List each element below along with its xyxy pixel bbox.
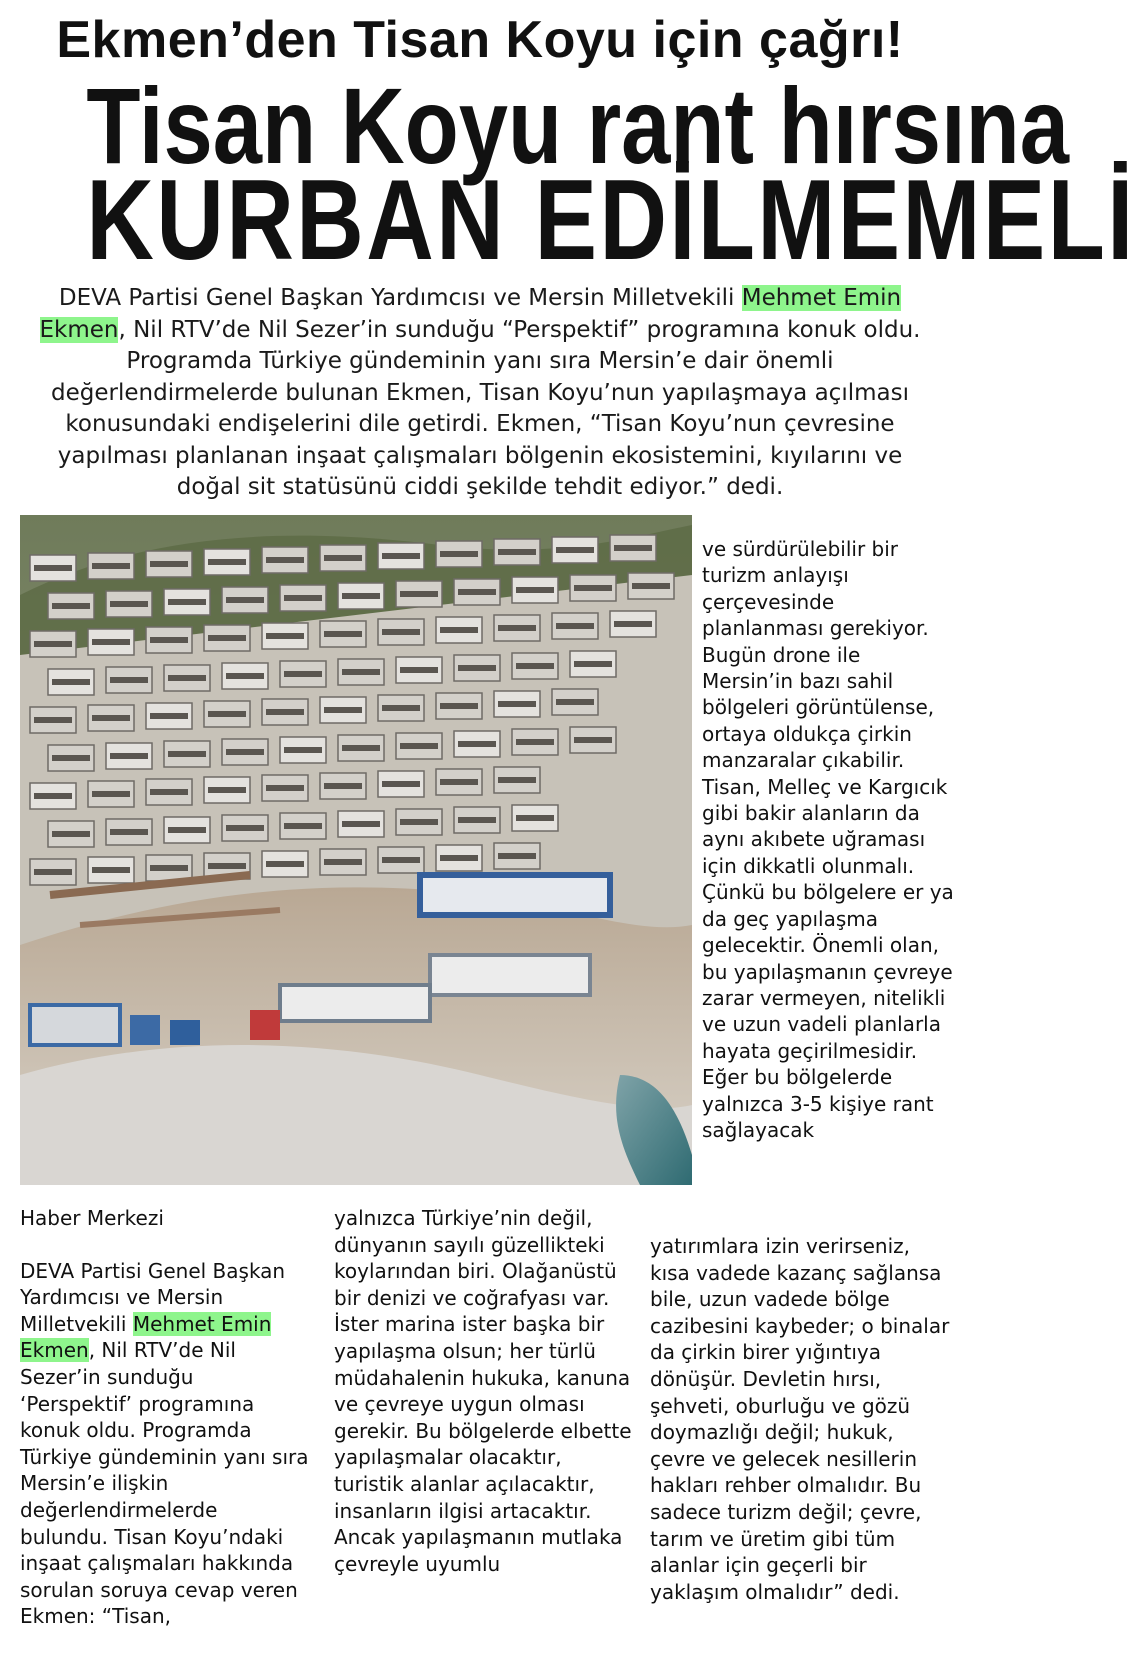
col1-text-1: DEVA Partisi Genel Başkan Yardımcısı ve Mersin Milletvekili (20, 1258, 286, 1336)
building-window-band (110, 829, 148, 835)
main-headline-line-1: Tisan Koyu rant hırsına (86, 65, 1070, 186)
building-window-band (342, 669, 380, 675)
building-window-band (614, 545, 652, 551)
building-window-band (226, 749, 264, 755)
building-window-band (92, 791, 130, 797)
building-window-band (324, 555, 362, 561)
building-window-band (440, 855, 478, 861)
building-window-band (266, 557, 304, 563)
building-window-band (324, 631, 362, 637)
building-window-band (382, 857, 420, 863)
building-window-band (324, 707, 362, 713)
building-window-band (324, 859, 362, 865)
building-window-band (400, 667, 438, 673)
building-window-band (92, 563, 130, 569)
building-window-band (498, 701, 536, 707)
building-window-band (226, 825, 264, 831)
lead-text-2: , Nil RTV’de Nil Sezer’in sunduğu “Perspektif” programına konuk oldu. Programda Türkiye gündeminin yanı sıra Mersin’e dair önemli değerlendirmelerde bulunan Ekmen, Tisan Koyu’nun yapılaşmaya açılması konusundaki endişelerini dile getirdi. Ekmen, “Tisan Koyu’nun çevresine yapılması planlanan inşaat çalışmaları bölgenin ekosistemini, kıyılarını ve doğal sit statüsünü ciddi şekilde tehdit ediyor.” dedi. (51, 316, 921, 500)
building-window-band (208, 635, 246, 641)
building-window-band (34, 565, 72, 571)
body-column-1 (20, 1205, 310, 1630)
building-window-band (458, 589, 496, 595)
building-window-band (110, 753, 148, 759)
construction-site-photo (20, 515, 692, 1185)
building-window-band (150, 637, 188, 643)
building-window-band (110, 601, 148, 607)
building-window-band (52, 679, 90, 685)
building-window-band (556, 623, 594, 629)
building-window-band (208, 711, 246, 717)
building-window-band (168, 675, 206, 681)
building-window-band (382, 705, 420, 711)
building-window-band (342, 593, 380, 599)
building-window-band (516, 663, 554, 669)
building-window-band (632, 583, 670, 589)
building-window-band (284, 747, 322, 753)
building-window-band (34, 641, 72, 647)
building-window-band (208, 863, 246, 869)
building-window-band (110, 677, 148, 683)
building-window-band (150, 789, 188, 795)
building-window-band (150, 561, 188, 567)
building-window-band (400, 591, 438, 597)
building-window-band (226, 673, 264, 679)
building-window-band (342, 745, 380, 751)
building-window-band (498, 549, 536, 555)
building-window-band (266, 709, 304, 715)
building-window-band (92, 867, 130, 873)
building-window-band (266, 861, 304, 867)
building-window-band (266, 785, 304, 791)
building-window-band (498, 777, 536, 783)
building-window-band (382, 553, 420, 559)
building-window-band (516, 739, 554, 745)
building-window-band (208, 559, 246, 565)
building-window-band (284, 595, 322, 601)
building-window-band (498, 625, 536, 631)
building-window-band (168, 751, 206, 757)
building-window-band (440, 627, 478, 633)
building-window-band (34, 793, 72, 799)
col1-paragraph (20, 1258, 310, 1630)
building-window-band (208, 787, 246, 793)
building-window-band (458, 741, 496, 747)
building-window-band (574, 661, 612, 667)
col1-text-2: , Nil RTV’de Nil Sezer’in sunduğu ‘Perspektif’ programına konuk oldu. Programda Türkiye gündeminin yanı sıra Mersin’e ilişkin değerlendirmelerde bulundu. Tisan Koyu’ndaki inşaat çalışmaları hakkında sorulan soruya cevap veren Ekmen: “Tisan, (20, 1338, 309, 1629)
body-column-3: yatırımlara izin verirseniz, kısa vadede kazanç sağlansa bile, uzun vadede bölge cazibesini kaybeder; o binalar da çirkin birer yığıntıya dönüşür. Devletin hırsı, şehveti, oburluğu ve gözü doymazlığı değil; hukuk, çevre ve gelecek nesillerin hakları rehber olmalıdır. Bu sadece turizm değil; çevre, tarım ve üretim gibi tüm alanlar için geçerli bir yaklaşım olmalıdır” dedi. (650, 1234, 950, 1604)
building-window-band (168, 599, 206, 605)
building-window-band (92, 639, 130, 645)
building-window-band (52, 831, 90, 837)
building-window-band (440, 551, 478, 557)
lead-paragraph (32, 283, 928, 504)
building-window-band (150, 713, 188, 719)
building-window-band (556, 699, 594, 705)
building-window-band (150, 865, 188, 871)
building-window-band (168, 827, 206, 833)
byline: Haber Merkezi (20, 1206, 164, 1230)
building-window-band (266, 633, 304, 639)
building-window-band (226, 597, 264, 603)
building-window-band (458, 817, 496, 823)
building-window-band (400, 743, 438, 749)
building-window-band (324, 783, 362, 789)
aerial-construction-image (20, 515, 692, 1185)
building-window-band (284, 671, 322, 677)
building-window-band (516, 815, 554, 821)
building-window-band (498, 853, 536, 859)
building-window-band (382, 781, 420, 787)
building-window-band (52, 755, 90, 761)
building-window-band (34, 869, 72, 875)
sidebar-column-text: ve sürdürülebilir bir turizm anlayışı çerçevesinde planlanması gerekiyor. Bugün drone ile Mersin’in bazı sahil bölgeleri görüntülense, ortaya oldukça çirkin manzaralar çıkabilir. Tisan, Melleç ve Kargıcık gibi bakir alanların da aynı akıbete uğraması için dikkatli olunmalı. Çünkü bu bölgelere er ya da geç yapılaşma gelecektir. Önemli olan, bu yapılaşmanın çevreye zarar vermeyen, nitelikli ve uzun vadeli planlarla hayata geçirilmesidir. Eğer bu bölgelerde yalnızca 3-5 kişiye rant sağlayacak (702, 537, 954, 1142)
building-window-band (556, 547, 594, 553)
lead-text-1: DEVA Partisi Genel Başkan Yardımcısı ve Mersin Milletvekili (58, 285, 742, 311)
building-window-band (284, 823, 322, 829)
lead-highlighted-name: Mehmet Emin Ekmen (39, 285, 902, 343)
building-window-band (382, 629, 420, 635)
building-window-band (34, 717, 72, 723)
main-headline-line-2: KURBAN EDİLMEMELİ (86, 157, 1136, 284)
building-window-band (342, 821, 380, 827)
col1-highlighted-name: Mehmet Emin Ekmen (20, 1311, 272, 1363)
building-window-band (458, 665, 496, 671)
building-window-band (574, 585, 612, 591)
building-window-band (614, 621, 652, 627)
building-window-band (516, 587, 554, 593)
building-window-band (574, 737, 612, 743)
building-window-band (440, 703, 478, 709)
building-window-band (52, 603, 90, 609)
building-window-band (92, 715, 130, 721)
body-column-2: yalnızca Türkiye’nin değil, dünyanın sayılı güzellikteki koylarından biri. Olağanüstü bir denizi ve coğrafyası var. İster marina ister başka bir yapılaşma olsun; her türlü müdahalenin hukuka, kanuna ve çevreye uygun olması gerekir. Bu bölgelerde elbette yapılaşmalar olacaktır, turistik alanlar açılacaktır, insanların ilgisi artacaktır. Ancak yapılaşmanın mutlaka çevreyle uyumlu (334, 1206, 632, 1576)
building-window-band (440, 779, 478, 785)
building-window-band (400, 819, 438, 825)
kicker-headline: Ekmen’den Tisan Koyu için çağrı! (56, 11, 904, 69)
